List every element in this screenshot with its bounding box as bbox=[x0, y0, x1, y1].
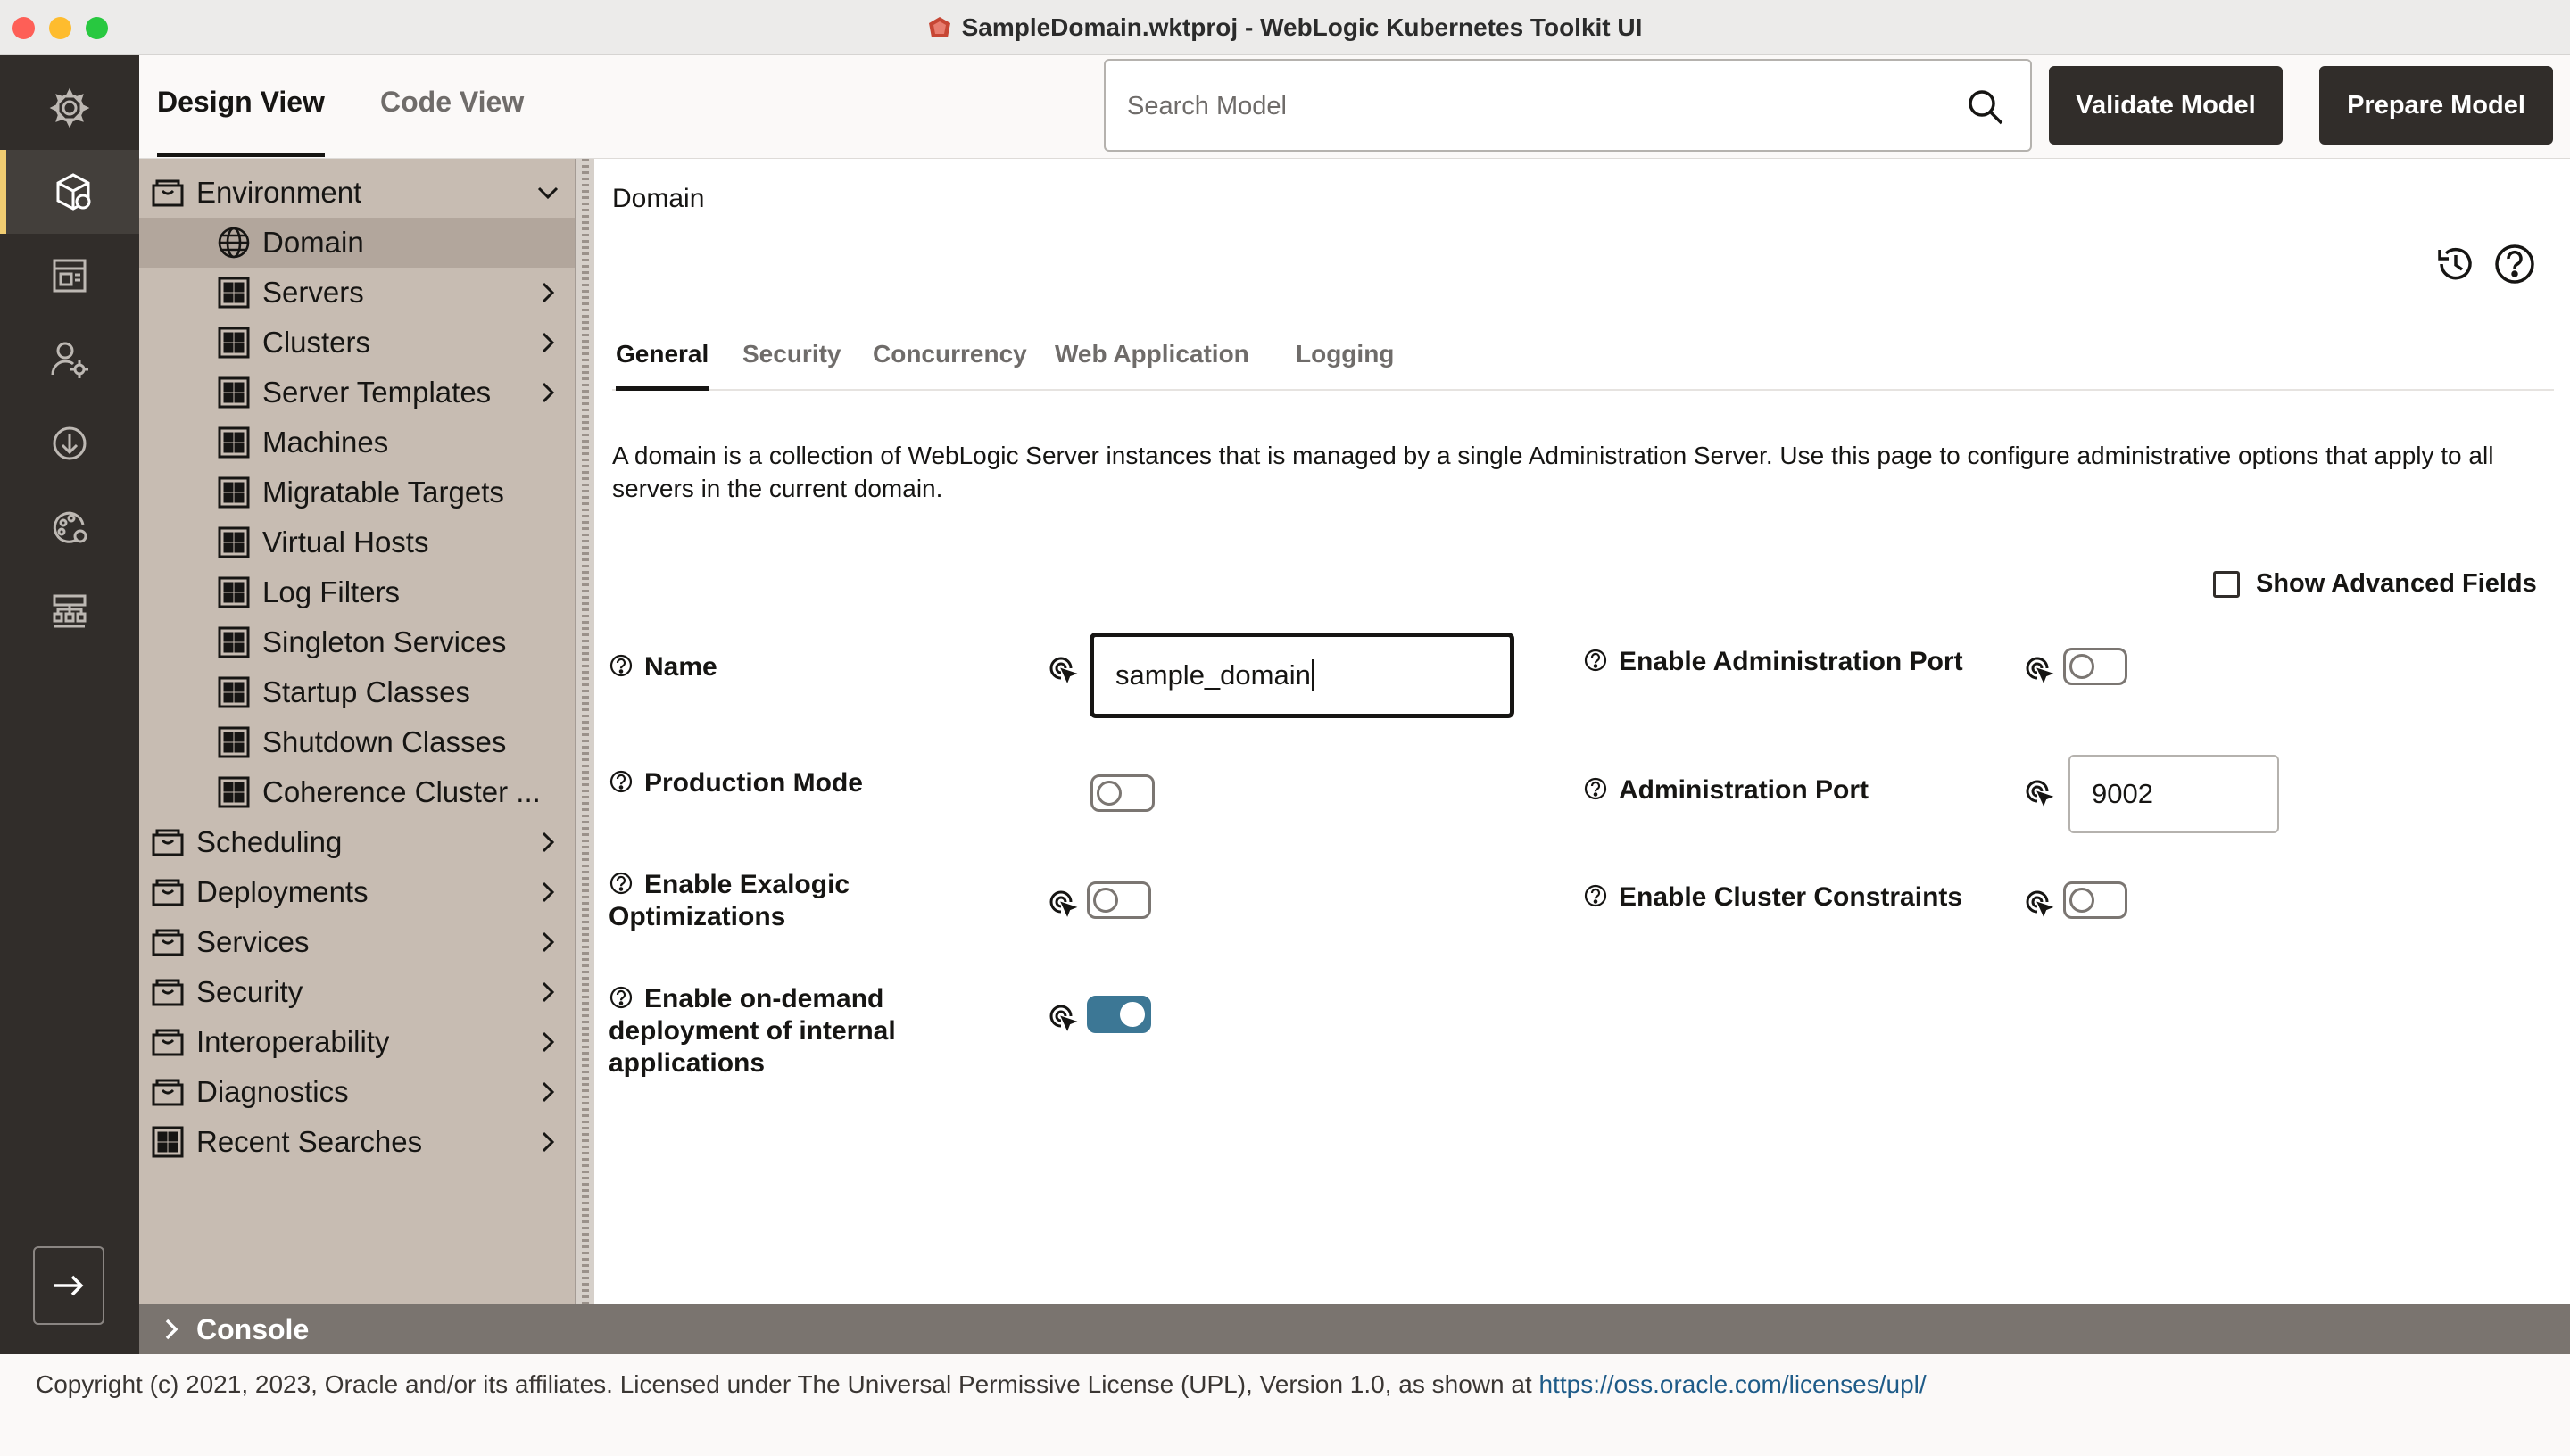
page-header bbox=[139, 55, 2570, 159]
tree-item-label: Virtual Hosts bbox=[262, 525, 429, 558]
tab-code-view[interactable]: Code View bbox=[380, 86, 525, 118]
tree-item-environment[interactable] bbox=[139, 168, 575, 218]
tree-item-log-filters[interactable] bbox=[139, 567, 575, 617]
rail-image[interactable] bbox=[0, 234, 139, 318]
license-link[interactable]: https://oss.oracle.com/licenses/upl/ bbox=[1538, 1370, 1927, 1398]
grid-icon bbox=[216, 674, 252, 710]
cluster-constraints-label: Enable Cluster Constraints bbox=[1583, 881, 1962, 914]
kubernetes-client-icon bbox=[47, 337, 92, 382]
chevron-right-icon bbox=[159, 1317, 184, 1342]
page-description: A domain is a collection of WebLogic Server instances that is managed by a single Administration Server. Use this page to configure administrative options that apply to all servers in the current domain. bbox=[612, 442, 2494, 502]
arrow-right-icon bbox=[49, 1266, 88, 1305]
folder-icon bbox=[150, 824, 186, 860]
show-advanced-fields[interactable] bbox=[2213, 569, 2537, 599]
chevron-right-icon[interactable] bbox=[535, 1030, 560, 1055]
tree-item-label: Singleton Services bbox=[262, 625, 507, 658]
gear-icon bbox=[47, 86, 92, 130]
field-help-icon[interactable] bbox=[1583, 648, 1608, 673]
tree-item-deployments[interactable] bbox=[139, 867, 575, 917]
tab-design-view[interactable]: Design View bbox=[157, 75, 325, 157]
override-icon[interactable] bbox=[2020, 651, 2054, 685]
history-icon[interactable] bbox=[2433, 241, 2479, 287]
chevron-right-icon[interactable] bbox=[535, 330, 560, 355]
grid-icon bbox=[216, 325, 252, 360]
override-icon[interactable] bbox=[1044, 999, 1078, 1033]
override-icon[interactable] bbox=[1044, 885, 1078, 919]
grid-icon bbox=[216, 275, 252, 310]
tree-item-label: Server Templates bbox=[262, 376, 492, 409]
window-title-wrap bbox=[0, 0, 2570, 55]
window-title: SampleDomain.wktproj - WebLogic Kubernetes Toolkit UI bbox=[961, 13, 1643, 41]
on-demand-toggle[interactable] bbox=[1087, 996, 1151, 1033]
tree-item-machines[interactable] bbox=[139, 418, 575, 467]
grid-icon bbox=[216, 375, 252, 410]
tree-item-label: Migratable Targets bbox=[262, 476, 504, 509]
model-design-icon bbox=[51, 170, 95, 214]
operator-install-icon bbox=[47, 421, 92, 466]
field-help-icon[interactable] bbox=[609, 871, 634, 896]
folder-icon bbox=[150, 974, 186, 1010]
tree-item-label: Domain bbox=[262, 226, 364, 259]
admin-port-label: Administration Port bbox=[1583, 774, 1869, 807]
rail-operator[interactable] bbox=[0, 401, 139, 485]
tab-general[interactable]: General bbox=[616, 332, 709, 391]
grid-icon bbox=[216, 575, 252, 610]
exalogic-toggle[interactable] bbox=[1087, 881, 1151, 919]
window-titlebar bbox=[0, 0, 2570, 55]
tree-item-label: Deployments bbox=[196, 875, 369, 908]
search-input[interactable] bbox=[1127, 84, 1930, 128]
chevron-right-icon[interactable] bbox=[535, 1080, 560, 1104]
grid-icon bbox=[216, 425, 252, 460]
console-bar[interactable] bbox=[139, 1304, 2570, 1354]
enable-admin-port-toggle[interactable] bbox=[2063, 648, 2127, 685]
grid-icon bbox=[216, 525, 252, 560]
tree-item-domain[interactable] bbox=[139, 218, 575, 268]
tree-item-recent-searches[interactable] bbox=[139, 1117, 575, 1167]
sidebar-resize-handle[interactable] bbox=[575, 159, 594, 1304]
tree-item-label: Interoperability bbox=[196, 1025, 390, 1058]
exalogic-label: Enable Exalogic Optimizations bbox=[609, 870, 850, 931]
show-advanced-checkbox[interactable] bbox=[2213, 571, 2240, 598]
grid-icon bbox=[216, 724, 252, 760]
field-help-icon[interactable] bbox=[609, 653, 634, 678]
tab-concurrency[interactable]: Concurrency bbox=[873, 340, 1027, 368]
validate-model-button[interactable]: Validate Model bbox=[2049, 66, 2283, 145]
tree-item-label: Log Filters bbox=[262, 575, 401, 608]
field-help-icon[interactable] bbox=[609, 985, 634, 1010]
grid-icon bbox=[216, 475, 252, 510]
search-icon[interactable] bbox=[1966, 87, 2005, 127]
domain-deploy-icon bbox=[47, 505, 92, 550]
image-icon bbox=[47, 253, 92, 298]
rail-model-design[interactable] bbox=[0, 150, 139, 234]
footer bbox=[0, 1354, 2570, 1456]
production-mode-toggle[interactable] bbox=[1090, 774, 1155, 812]
tree-item-server-templates[interactable] bbox=[139, 368, 575, 418]
tree-item-clusters[interactable] bbox=[139, 318, 575, 368]
override-icon[interactable] bbox=[1044, 651, 1078, 685]
tree-item-label: Servers bbox=[262, 276, 364, 309]
tree-item-label: Diagnostics bbox=[196, 1075, 349, 1108]
tree-item-coherence-cluster[interactable] bbox=[139, 767, 575, 817]
globe-icon bbox=[216, 225, 252, 261]
folder-icon bbox=[150, 1074, 186, 1110]
grid-icon bbox=[216, 625, 252, 660]
chevron-right-icon[interactable] bbox=[535, 280, 560, 305]
app-logo-icon bbox=[928, 16, 951, 39]
tree-item-label: Machines bbox=[262, 426, 389, 459]
tree-item-services[interactable] bbox=[139, 917, 575, 967]
rail-domain[interactable] bbox=[0, 485, 139, 569]
rail-ingress[interactable] bbox=[0, 569, 139, 653]
tree-item-label: Shutdown Classes bbox=[262, 725, 507, 758]
chevron-right-icon[interactable] bbox=[535, 380, 560, 405]
on-demand-label: Enable on-demand deployment of internal applications bbox=[609, 984, 896, 1078]
tree-item-label: Scheduling bbox=[196, 825, 343, 858]
console-label: Console bbox=[196, 1312, 310, 1345]
tree-item-startup-classes[interactable] bbox=[139, 667, 575, 717]
tab-security[interactable]: Security bbox=[742, 340, 841, 368]
main-content bbox=[594, 159, 2570, 1304]
folder-icon bbox=[150, 175, 186, 211]
tree-item-migratable-targets[interactable] bbox=[139, 467, 575, 517]
grid-icon bbox=[150, 1124, 186, 1160]
copyright-text: Copyright (c) 2021, 2023, Oracle and/or its affiliates. Licensed under The Universal Permissive License (UPL), Version 1.0, as shown at bbox=[36, 1370, 1539, 1398]
tree-item-label: Coherence Cluster ... bbox=[262, 775, 541, 808]
ingress-icon bbox=[47, 589, 92, 633]
tree-item-label: Recent Searches bbox=[196, 1125, 423, 1158]
tree-item-security[interactable] bbox=[139, 967, 575, 1017]
override-icon[interactable] bbox=[2020, 885, 2054, 919]
search-model-box bbox=[1104, 59, 2032, 152]
tree-item-virtual-hosts[interactable] bbox=[139, 517, 575, 567]
show-advanced-label: Show Advanced Fields bbox=[2256, 569, 2537, 598]
tree-item-singleton-services[interactable] bbox=[139, 617, 575, 667]
chevron-right-icon[interactable] bbox=[535, 830, 560, 855]
tree-item-interoperability[interactable] bbox=[139, 1017, 575, 1067]
tree-item-label: Startup Classes bbox=[262, 675, 470, 708]
chevron-down-icon[interactable] bbox=[535, 180, 560, 205]
tree-item-label: Environment bbox=[196, 176, 362, 209]
chevron-right-icon[interactable] bbox=[535, 930, 560, 955]
model-tree bbox=[139, 159, 575, 1304]
cluster-constraints-toggle[interactable] bbox=[2063, 881, 2127, 919]
tree-item-scheduling[interactable] bbox=[139, 817, 575, 867]
production-mode-label: Production Mode bbox=[609, 767, 863, 799]
field-help-icon[interactable] bbox=[1583, 883, 1608, 908]
tab-logging[interactable]: Logging bbox=[1296, 340, 1395, 368]
field-help-icon[interactable] bbox=[609, 769, 634, 794]
tree-item-shutdown-classes[interactable] bbox=[139, 717, 575, 767]
name-label: Name bbox=[609, 651, 717, 683]
tree-item-servers[interactable] bbox=[139, 268, 575, 318]
domain-tabs bbox=[612, 332, 2554, 391]
tree-item-label: Services bbox=[196, 925, 310, 958]
admin-port-input[interactable]: 9002 bbox=[2068, 755, 2279, 833]
folder-icon bbox=[150, 874, 186, 910]
rail-kubernetes-client[interactable] bbox=[0, 318, 139, 401]
folder-icon bbox=[150, 924, 186, 960]
tree-item-diagnostics[interactable] bbox=[139, 1067, 575, 1117]
collapse-navigation-button[interactable] bbox=[33, 1246, 104, 1325]
grid-icon bbox=[216, 774, 252, 810]
chevron-right-icon[interactable] bbox=[535, 980, 560, 1005]
tab-web-application[interactable]: Web Application bbox=[1055, 340, 1249, 368]
prepare-model-button[interactable]: Prepare Model bbox=[2319, 66, 2553, 145]
name-input[interactable]: sample_domain bbox=[1090, 633, 1513, 717]
help-icon[interactable] bbox=[2493, 243, 2536, 285]
navigation-rail bbox=[0, 55, 139, 1354]
tree-item-label: Clusters bbox=[262, 326, 371, 359]
override-icon[interactable] bbox=[2020, 774, 2054, 808]
field-help-icon[interactable] bbox=[1583, 776, 1608, 801]
chevron-right-icon[interactable] bbox=[535, 880, 560, 905]
breadcrumb: Domain bbox=[612, 184, 705, 213]
enable-admin-port-label: Enable Administration Port bbox=[1583, 646, 1963, 678]
chevron-right-icon[interactable] bbox=[535, 1129, 560, 1154]
tree-item-label: Security bbox=[196, 975, 303, 1008]
folder-icon bbox=[150, 1024, 186, 1060]
rail-project-settings[interactable] bbox=[0, 66, 139, 150]
